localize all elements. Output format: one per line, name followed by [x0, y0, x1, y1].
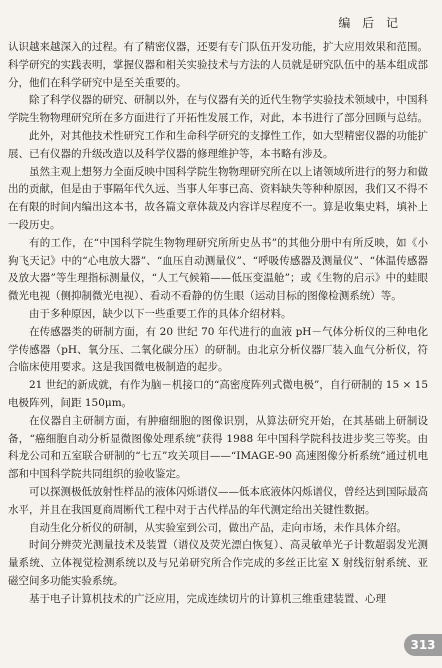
paragraph: 认识越来越深入的过程。有了精密仪器，还要有专门队伍开发功能，扩大应用效果和范围。科学研究的实践表明，掌握仪器和相关实验技术与方法的人员就是研究队伍中的基本组成部分，他们在科学研究中是至关重要的。	[8, 41, 428, 89]
paragraph: 21 世纪的新成就，有作为脑－机接口的“高密度阵列式微电极”，自行研制的 15 × 15 电极阵列，间距 150μm。	[8, 379, 428, 409]
main-text	[8, 39, 428, 609]
paragraph: 除了科学仪器的研究、研制以外，在与仪器有关的近代生物学实验技术领域中，中国科学院生物物理研究所在多方面进行了开拓性发展工作，对此，本书进行了部分回顾与总结。	[8, 94, 428, 125]
paragraph: 由于多种原因，缺少以下一些重要工作的具体介绍材料。	[29, 307, 292, 320]
paragraph: 可以探测极低放射性样品的液体闪烁谱仪——低本底液体闪烁谱仪，曾经达到国际最高水平，并且在我国夏商周断代工程中对于古代样品的年代测定给出关键性数据。	[8, 485, 428, 516]
paragraph: 虽然主观上想努力全面反映中国科学院生物物理研究所在以上诸领域所进行的努力和做出的贡献，但是由于事隔年代久远、当事人年事已高、资料缺失等种种原因，我们又不得不在有限的时间内编出这本书，故各篇文章体裁及内容详尽程度不一。算是收集史料，填补上一段历史。	[8, 165, 428, 231]
paragraph: 基于电子计算机技术的广泛应用，完成连续切片的计算机三维重建装置、心理	[29, 592, 386, 605]
paragraph: 时间分辨荧光测量技术及装置（谱仪及荧光漂白恢复）、高灵敏单光子计数超弱发光测量系统、立体视觉检测系统以及与兄弟研究所合作完成的多丝正比室 X 射线衍射系统、亚磁空间多功能实验系统。	[8, 539, 428, 587]
paragraph: 在仪器自主研制方面，有肿瘤细胞的图像识别，从算法研究开始，在其基础上研制设备，“癌细胞自动分析显微图像处理系统”获得 1988 年中国科学院科技进步奖三等奖。由科龙公司和五室联合研制的“七五”攻关项目——“IMAGE-90 高速图像分析系统”通过机电部和中国科学院共同组织的验收鉴定。	[8, 414, 428, 481]
paragraph: 在传感器类的研制方面，有 20 世纪 70 年代进行的血液 pH－气体分析仪的三种电化学传感器（pH、氧分压、二氧化碳分压）的研制。由北京分析仪器厂装入血气分析仪，符合临床使用要求。这是我国微电极制造的起步。	[8, 325, 428, 374]
paragraph: 有的工作，在“中国科学院生物物理研究所所史丛书”的其他分册中有所反映，如《小狗飞天记》中的“心电放大器”、“血压自动测量仪”、“呼吸传感器及测量仪”、“体温传感器及放大器”等生理指标测量仪，“人工气候箱——低压变温舱”；或《生物的启示》中的蛙眼微光电视（侧抑制微光电视）、看动不看静的仿生眼（运动目标的图像检测系统）等。	[8, 236, 428, 303]
page-number: 313	[404, 634, 442, 656]
paragraph: 此外，对其他技术性研究工作和生命科学研究的支撑性工作，如大型精密仪器的功能扩展、已有仪器的升级改造以及科学仪器的修理维护等，本书略有涉及。	[8, 129, 428, 160]
paragraph: 自动生化分析仪的研制，从实验室到公司，做出产品，走向市场，未作具体介绍。	[29, 521, 407, 534]
running-header-title: 编 后 记	[338, 16, 402, 30]
